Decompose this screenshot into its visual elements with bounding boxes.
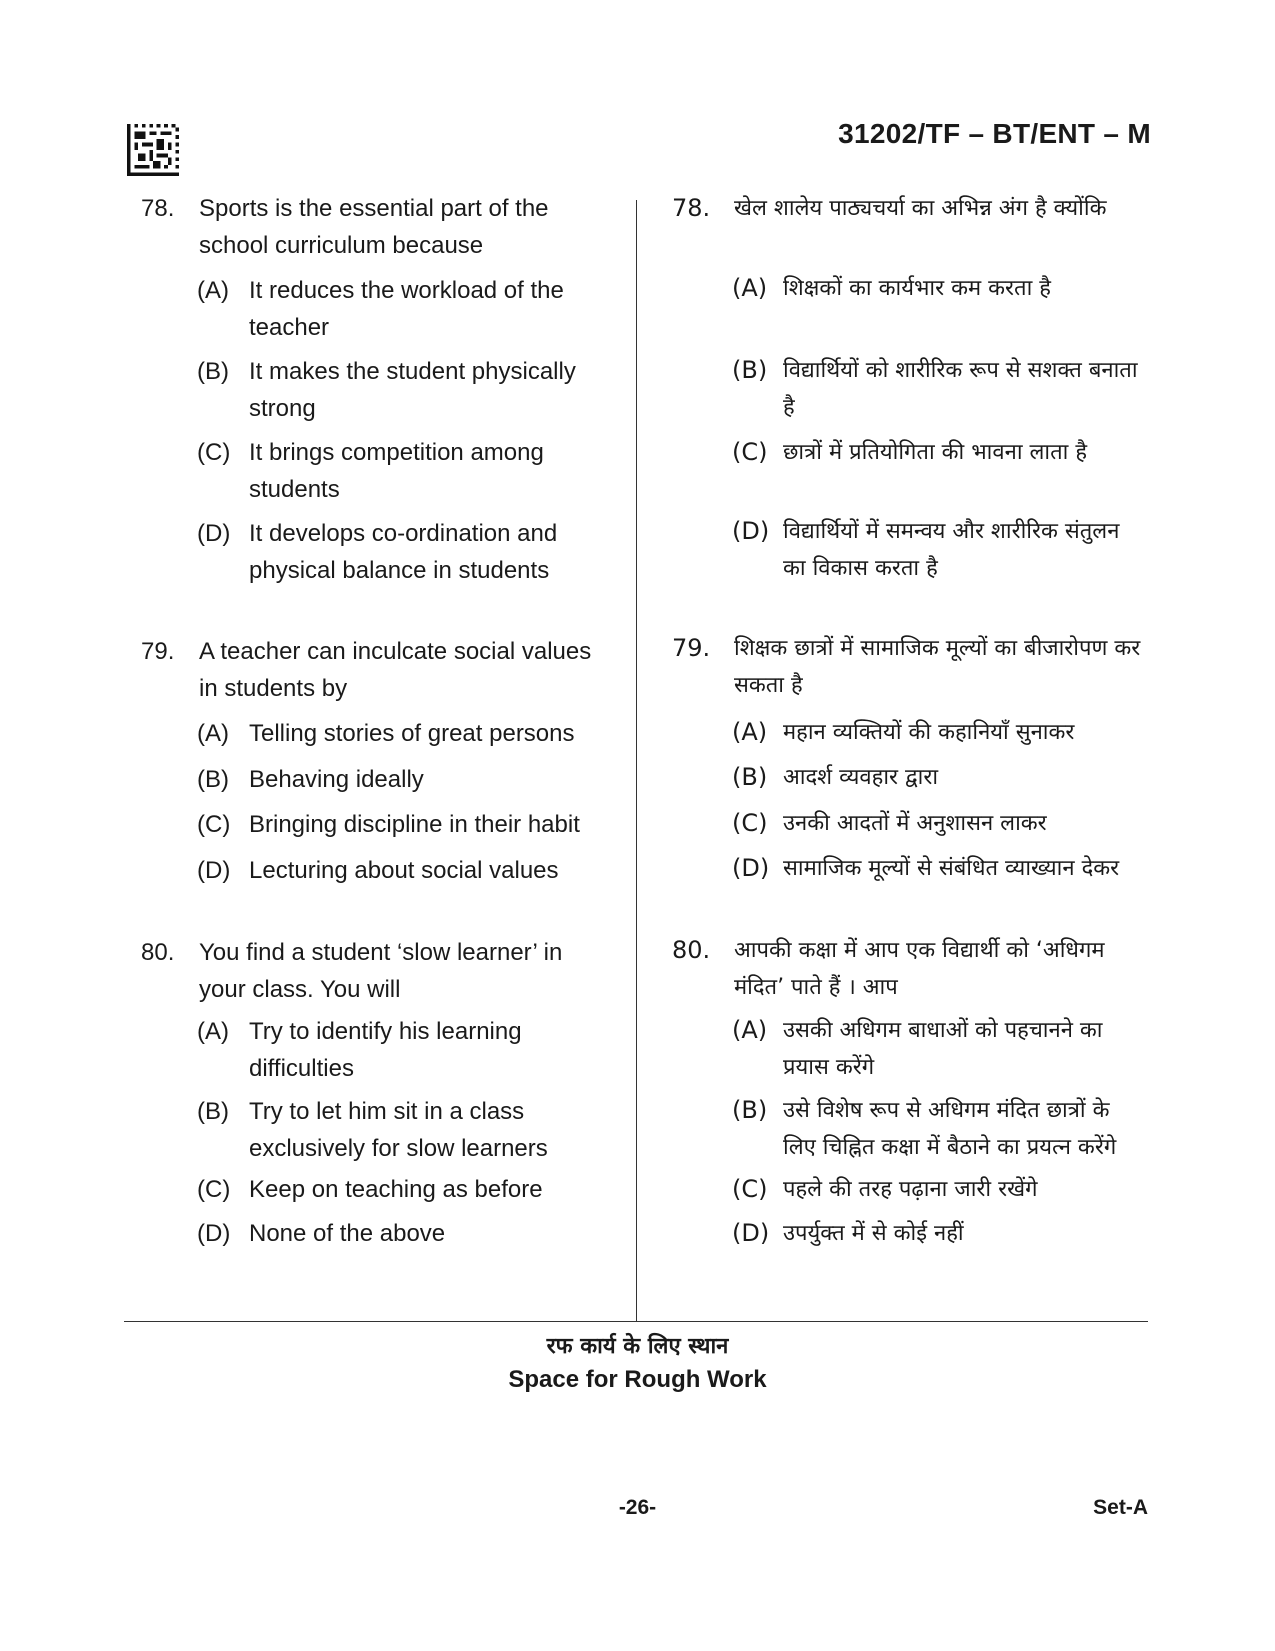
question-number: 78. — [141, 195, 175, 222]
option-text: पहले की तरह पढ़ाना जारी रखेंगे — [783, 1177, 1038, 1202]
option-text: शिक्षकों का कार्यभार कम करता है — [783, 276, 1051, 301]
option-label: (C) — [197, 1176, 231, 1203]
question-stem: आपकी कक्षा में आप एक विद्यार्थी को ‘अधिगम मंदित’ पाते हैं । आप — [734, 938, 1105, 1000]
option-text: छात्रों में प्रतियोगिता की भावना लाता है — [783, 440, 1088, 465]
option-label: (A) — [197, 277, 229, 304]
question-80 — [127, 934, 615, 1008]
option-label: (A) — [197, 720, 229, 747]
option-text: Telling stories of great persons — [249, 720, 575, 747]
option-c[interactable] — [668, 805, 1148, 842]
question-stem: A teacher can inculcate social values in students by — [199, 638, 592, 702]
option-label: (B) — [197, 1098, 229, 1125]
option-text: Keep on teaching as before — [249, 1176, 543, 1203]
option-label: (D) — [732, 854, 770, 882]
paper-code: 31202/TF – BT/ENT – M — [838, 118, 1151, 149]
option-d[interactable] — [127, 515, 615, 589]
question-stem: शिक्षक छात्रों में सामाजिक मूल्यों का बीजारोपण कर सकता है — [734, 636, 1141, 698]
option-text: It develops co-ordination and physical balance in students — [249, 520, 558, 584]
option-label: (B) — [197, 358, 229, 385]
option-text: Behaving ideally — [249, 766, 424, 793]
option-label: (D) — [732, 517, 770, 545]
option-label: (B) — [732, 763, 768, 791]
question-number: 78. — [672, 194, 711, 222]
option-b[interactable] — [127, 353, 615, 427]
option-c[interactable] — [668, 1171, 1148, 1208]
option-label: (B) — [197, 766, 229, 793]
option-label: (B) — [732, 356, 768, 384]
option-b[interactable] — [668, 352, 1148, 426]
option-label: (D) — [197, 520, 231, 547]
option-text: It makes the student physically strong — [249, 358, 576, 422]
question-78 — [127, 190, 615, 264]
option-d[interactable] — [668, 513, 1148, 587]
question-number: 79. — [141, 638, 175, 665]
rough-work-heading-hindi: रफ कार्य के लिए स्थान — [546, 1334, 729, 1359]
option-text: None of the above — [249, 1220, 446, 1247]
barcode-icon — [127, 124, 179, 176]
option-text: महान व्यक्तियों की कहानियाँ सुनाकर — [783, 720, 1075, 745]
option-text: Try to let him sit in a class exclusively for slow learners — [249, 1098, 548, 1162]
option-text: विद्यार्थियों में समन्वय और शारीरिक संतुलन का विकास करता है — [783, 519, 1120, 581]
option-label: (C) — [732, 1175, 768, 1203]
option-c[interactable] — [127, 1171, 615, 1208]
question-stem: You find a student ‘slow learner’ in your class. You will — [199, 939, 563, 1003]
option-a[interactable] — [668, 1012, 1148, 1086]
question-80 — [668, 932, 1148, 1006]
option-label: (D) — [197, 857, 231, 884]
page-number: -26- — [618, 1496, 657, 1519]
option-label: (A) — [732, 1016, 768, 1044]
option-b[interactable] — [668, 759, 1148, 796]
option-d[interactable] — [127, 852, 615, 889]
option-d[interactable] — [668, 850, 1148, 887]
option-label: (B) — [732, 1096, 768, 1124]
option-text: Bringing discipline in their habit — [249, 811, 580, 838]
option-label: (C) — [732, 809, 768, 837]
option-a[interactable] — [668, 714, 1148, 751]
rough-work-heading: Space for Rough Work — [508, 1366, 767, 1393]
question-number: 80. — [141, 939, 175, 966]
option-text: उसकी अधिगम बाधाओं को पहचानने का प्रयास करेंगे — [783, 1018, 1103, 1080]
question-stem: Sports is the essential part of the school curriculum because — [199, 195, 549, 259]
question-79 — [127, 633, 615, 707]
section-divider — [124, 1321, 1148, 1322]
option-b[interactable] — [668, 1092, 1148, 1166]
question-number: 80. — [672, 936, 711, 964]
column-divider — [636, 200, 637, 1322]
option-a[interactable] — [668, 270, 1148, 307]
option-c[interactable] — [668, 434, 1148, 471]
option-c[interactable] — [127, 806, 615, 843]
option-text: उपर्युक्त में से कोई नहीं — [783, 1221, 964, 1246]
option-label: (D) — [197, 1220, 231, 1247]
option-label: (D) — [732, 1219, 770, 1247]
option-text: उनकी आदतों में अनुशासन लाकर — [783, 811, 1047, 836]
option-d[interactable] — [127, 1215, 615, 1252]
option-text: It brings competition among students — [249, 439, 544, 503]
option-b[interactable] — [127, 1093, 615, 1167]
question-78 — [668, 190, 1148, 227]
option-a[interactable] — [127, 1013, 615, 1087]
option-label: (C) — [197, 439, 231, 466]
option-text: आदर्श व्यवहार द्वारा — [783, 765, 939, 790]
option-text: सामाजिक मूल्यों से संबंधित व्याख्यान देकर — [783, 856, 1120, 881]
question-79 — [668, 630, 1148, 704]
option-text: उसे विशेष रूप से अधिगम मंदित छात्रों के लिए चिह्नित कक्षा में बैठाने का प्रयत्न करेंगे — [783, 1098, 1117, 1160]
option-d[interactable] — [668, 1215, 1148, 1252]
option-label: (C) — [732, 438, 768, 466]
option-a[interactable] — [127, 715, 615, 752]
option-label: (C) — [197, 811, 231, 838]
option-text: विद्यार्थियों को शारीरिक रूप से सशक्त बनाता है — [783, 358, 1138, 420]
set-label: Set-A — [1093, 1496, 1148, 1519]
option-c[interactable] — [127, 434, 615, 508]
option-label: (A) — [732, 718, 768, 746]
option-a[interactable] — [127, 272, 615, 346]
option-text: It reduces the workload of the teacher — [249, 277, 564, 341]
option-label: (A) — [197, 1018, 229, 1045]
option-text: Try to identify his learning difficulties — [249, 1018, 522, 1082]
question-stem: खेल शालेय पाठ्यचर्या का अभिन्न अंग है क्योंकि — [734, 196, 1107, 221]
option-label: (A) — [732, 274, 768, 302]
option-b[interactable] — [127, 761, 615, 798]
question-number: 79. — [672, 634, 711, 662]
option-text: Lecturing about social values — [249, 857, 559, 884]
